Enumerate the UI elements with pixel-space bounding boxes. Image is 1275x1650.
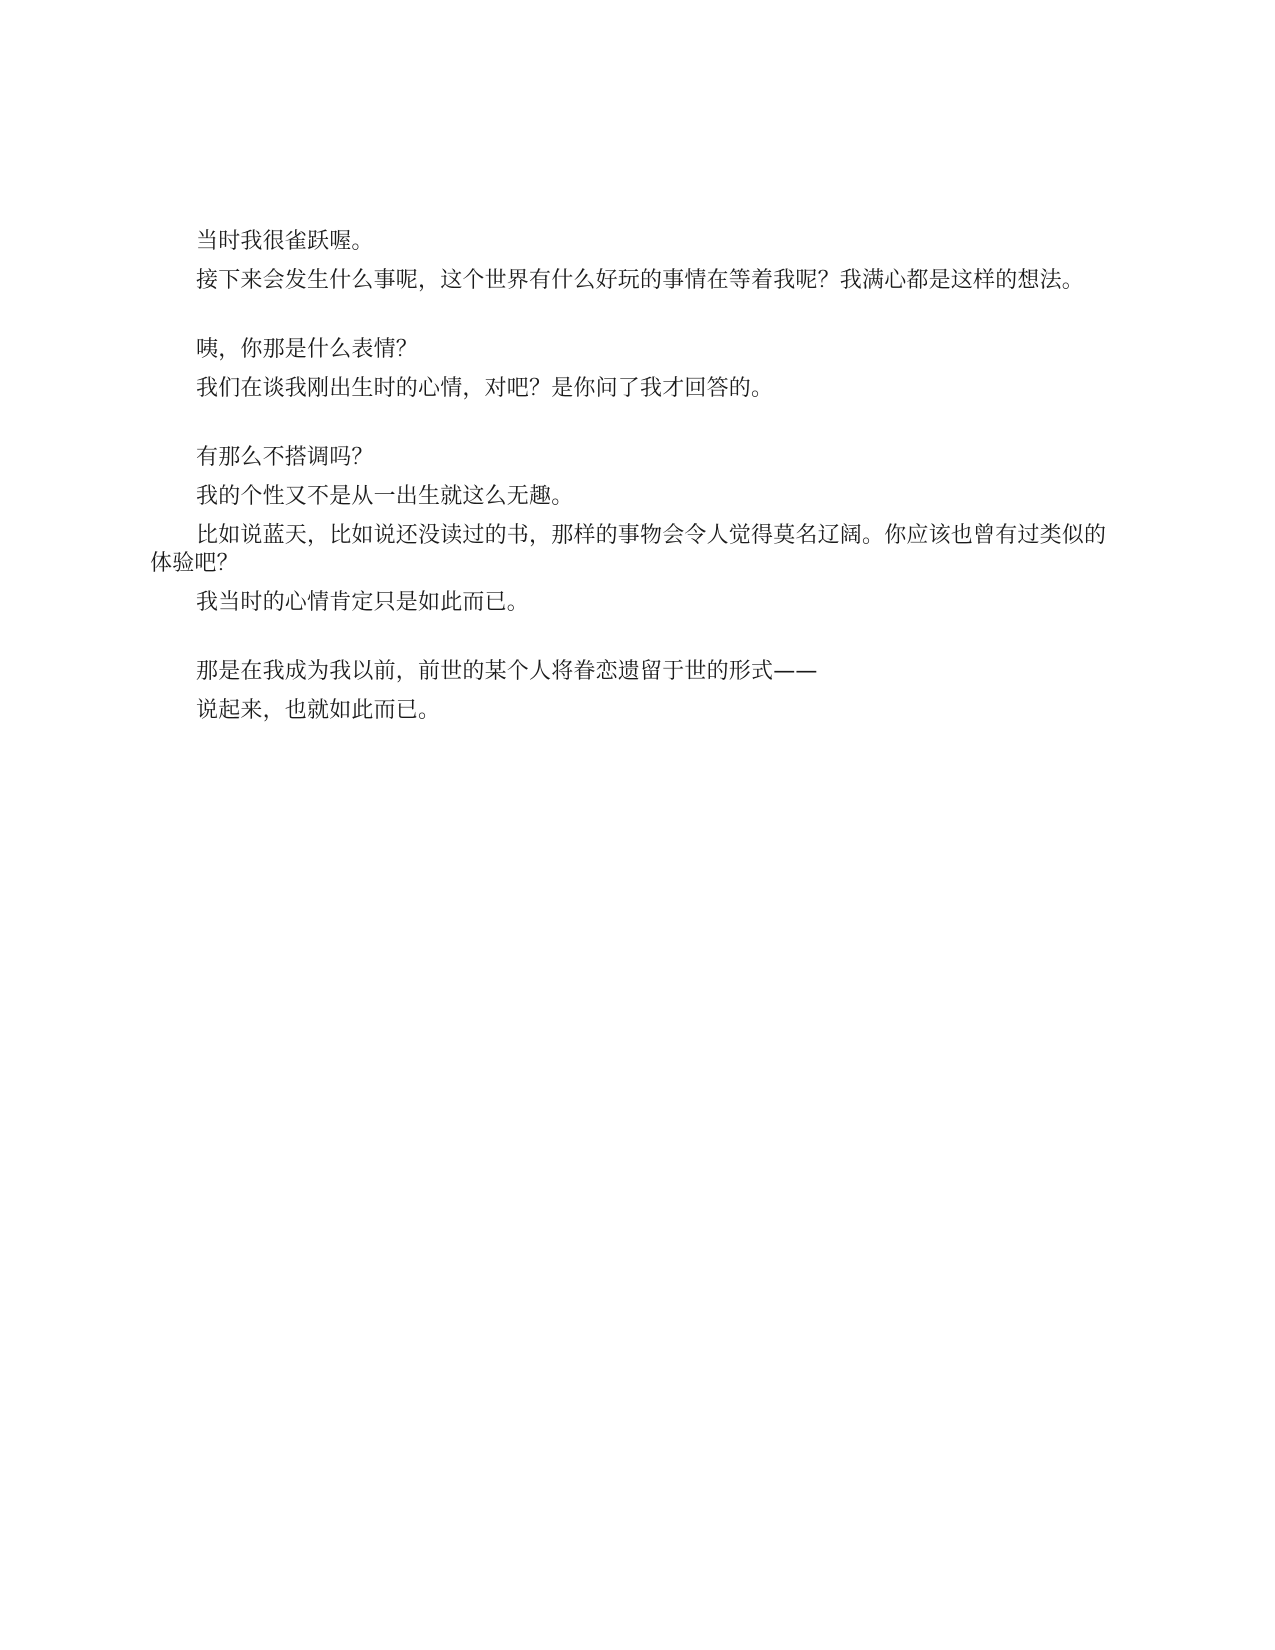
paragraph: 我当时的心情肯定只是如此而已。 bbox=[196, 590, 530, 615]
paragraph: 说起来，也就如此而已。 bbox=[196, 698, 441, 723]
paragraph: 我的个性又不是从一出生就这么无趣。 bbox=[196, 484, 574, 509]
paragraph: 接下来会发生什么事呢，这个世界有什么好玩的事情在等着我呢？我满心都是这样的想法。 bbox=[196, 268, 1085, 293]
paragraph: 我们在谈我刚出生时的心情，对吧？是你问了我才回答的。 bbox=[196, 376, 774, 401]
text-body bbox=[150, 228, 1110, 736]
paragraph: 当时我很雀跃喔。 bbox=[196, 229, 374, 254]
paragraph: 比如说蓝天，比如说还没读过的书，那样的事物会令人觉得莫名辽阔。你应该也曾有过类似的体验吧？ bbox=[150, 523, 1107, 576]
paragraph: 有那么不搭调吗？ bbox=[196, 445, 374, 470]
paragraph: 那是在我成为我以前，前世的某个人将眷恋遗留于世的形式—— bbox=[196, 659, 818, 684]
paragraph: 咦，你那是什么表情？ bbox=[196, 337, 419, 362]
